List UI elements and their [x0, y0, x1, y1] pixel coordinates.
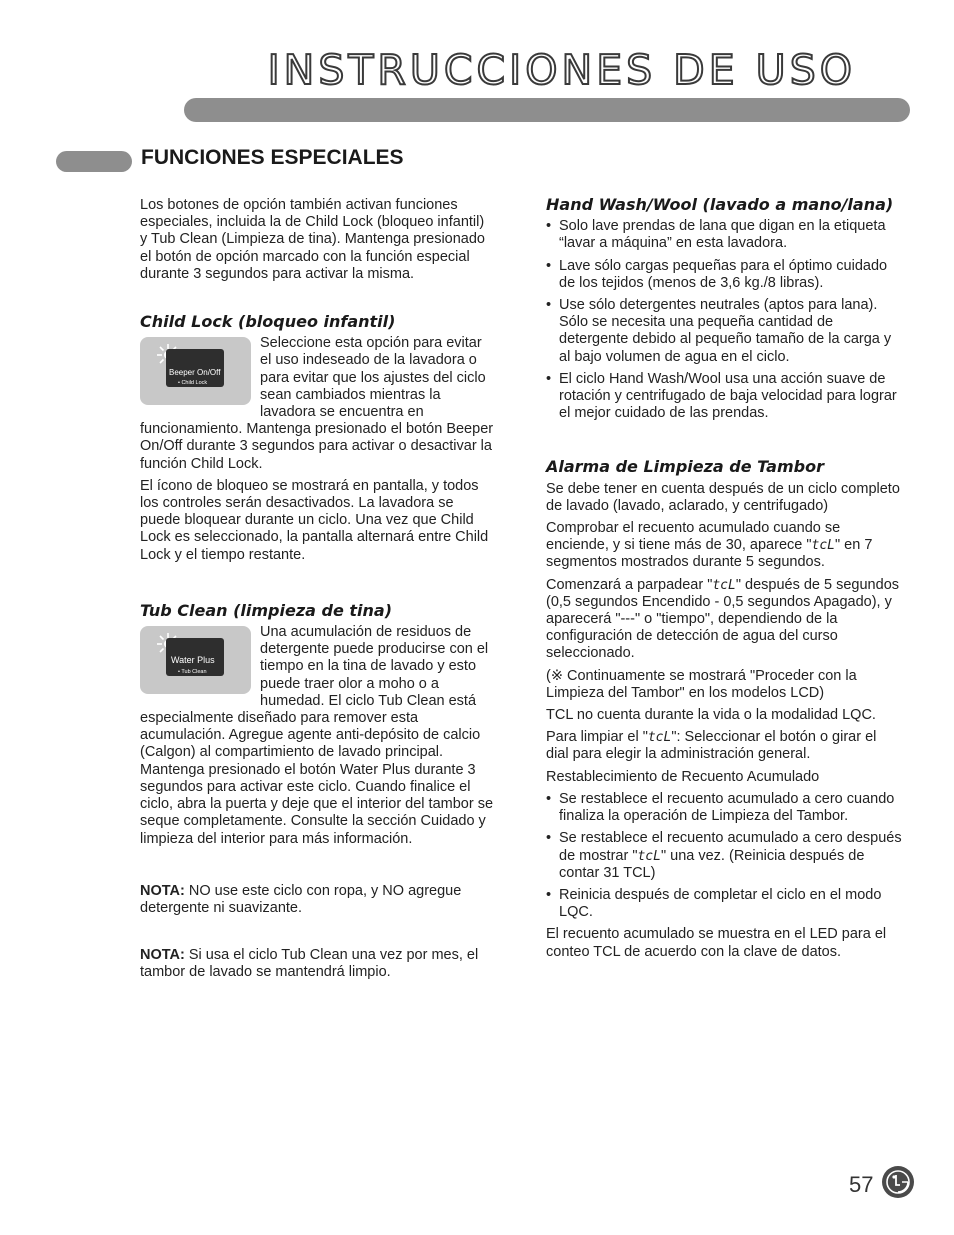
alarm-paragraph-7: Restablecimiento de Recuento Acumulado	[546, 768, 820, 785]
right-column	[546, 196, 902, 966]
tcl-display-code: tcL	[637, 848, 661, 864]
alarm-p2-start: Comprobar el recuento acumulado cuando se enciende, y si tiene más de 30, aparece "	[546, 520, 841, 554]
list-item: • Use sólo detergentes neutrales (aptos para lana). Sólo se necesita una pequeña cantidad de detergente debido al pequeño tamaño de la carga y al bajo volumen de agua en el ciclo.	[546, 297, 902, 366]
hand-wash-list	[546, 218, 902, 422]
beeper-label: Beeper On/Off	[169, 368, 221, 378]
note-2-label: NOTA:	[140, 947, 185, 964]
beeper-on-off-button-image	[166, 349, 224, 387]
lg-logo-icon	[882, 1166, 914, 1198]
note-1	[140, 883, 494, 917]
list-item: • Solo lave prendas de lana que digan en la etiqueta “lavar a máquina” en esta lavadora.	[546, 218, 902, 252]
alarm-paragraph-4: (※ Continuamente se mostrará "Proceder con la Limpieza del Tambor" en los modelos LCD)	[546, 667, 857, 701]
list-item: • Se restablece el recuento acumulado a cero cuando finaliza la operación de Limpieza del Tambor.	[546, 791, 902, 825]
tub-clean-heading: Tub Clean (limpieza de tina)	[140, 600, 393, 620]
child-lock-paragraph-2: El ícono de bloqueo se mostrará en pantalla, y todos los controles serán desactivados. La lavadora se puede bloquear durante un ciclo. Una vez que Child Lock es seleccionado, la pantalla alternará entre Child Lock y el tiempo restante.	[140, 477, 489, 563]
header-bar	[184, 98, 910, 122]
water-plus-panel-image	[140, 626, 251, 694]
list-item: • Lave sólo cargas pequeñas para el óptimo cuidado de los tejidos (menos de 3,6 kg./8 libras).	[546, 258, 902, 292]
child-lock-sublabel: • Child Lock	[178, 380, 208, 387]
child-lock-heading: Child Lock (bloqueo infantil)	[140, 312, 396, 332]
tub-clean-paragraph: Una acumulación de residuos de detergente puede producirse con el tiempo en la tina de lavado y esto puede traer olor a moho o a humedad. El ciclo Tub Clean está especialmente diseñado para remover esta acumulación. Agregue agente anti-depósito de calcio (Calgon) al compartimiento de lavado principal. Mantenga presionado el botón Water Plus durante 3 segundos para activar este ciclo. Cuando finalice el ciclo, abra la puerta y deje que el interior del tambor se seque completamente. Consulte la sección Cuidado y limpieza del interior para más información.	[140, 624, 494, 847]
tcl-display-code: tcL	[712, 577, 736, 593]
reset-list	[546, 791, 902, 921]
alarm-paragraph-2	[546, 520, 902, 572]
lg-logo-mark	[882, 1166, 914, 1198]
alarm-heading: Alarma de Limpieza de Tambor	[546, 457, 824, 477]
alarm-paragraph-5: TCL no cuenta durante la vida o la modalidad LQC.	[546, 707, 876, 724]
alarm-p6-end: ": Seleccionar el botón o girar el dial para elegir la administración general.	[546, 729, 877, 763]
alarm-p6-start: Para limpiar el "	[546, 729, 648, 746]
note-2-text: Si usa el ciclo Tub Clean una vez por mes, el tambor de lavado se mantendrá limpio.	[140, 947, 479, 981]
alarm-paragraph-1: Se debe tener en cuenta después de un ciclo completo de lavado (lavado, aclarado, y centrifugado)	[546, 480, 900, 514]
alarm-paragraph-3	[546, 577, 902, 663]
section-pill	[56, 151, 132, 172]
alarm-p2-end: " en 7 segmentos mostrados durante 5 segundos.	[546, 537, 873, 571]
alarm-p3-start: Comenzará a parpadear "	[546, 576, 713, 593]
alarm-paragraph-6	[546, 729, 902, 763]
water-plus-label: Water Plus	[171, 655, 215, 666]
note-1-text: NO use este ciclo con ropa, y NO agregue detergente ni suavizante.	[140, 882, 462, 916]
alarm-paragraph-8: El recuento acumulado se muestra en el LED para el conteo TCL de acuerdo con la clave de datos.	[546, 926, 887, 960]
tcl-display-code: tcL	[811, 538, 835, 554]
page-number: 57	[849, 1172, 874, 1197]
section-title: FUNCIONES ESPECIALES	[141, 146, 404, 169]
alarm-p3-end: " después de 5 segundos (0,5 segundos Encendido - 0,5 segundos Apagado), y aparecerá "---" o "tiempo", dependiendo de la configuración de detección de agua del curso seleccionado.	[546, 576, 900, 662]
tcl-display-code: tcL	[647, 730, 672, 746]
note-2	[140, 947, 494, 981]
beeper-panel-image	[140, 337, 251, 405]
intro-paragraph: Los botones de opción también activan funciones especiales, incluida la de Child Lock (bloqueo infantil) y Tub Clean (Limpieza de tina). Mantenga presionado el botón de opción marcado con la función especial durante 3 segundos para activar la misma.	[140, 197, 485, 282]
hand-wash-heading: Hand Wash/Wool (lavado a mano/lana)	[546, 195, 894, 214]
list-item: • Reinicia después de completar el ciclo en el modo LQC.	[546, 887, 902, 921]
water-plus-button-image	[166, 638, 224, 676]
list-item	[546, 830, 902, 882]
note-1-label: NOTA:	[140, 882, 185, 899]
left-column	[140, 197, 494, 987]
tub-clean-sublabel: • Tub Clean	[178, 669, 207, 676]
list-item: • El ciclo Hand Wash/Wool usa una acción suave de rotación y centrifugado de baja velocidad para lograr el mejor cuidado de las prendas.	[546, 371, 902, 423]
child-lock-paragraph-1: Seleccione esta opción para evitar el uso indeseado de la lavadora o para evitar que los ajustes del ciclo sean cambiados mientras la lavadora se encuentra en funcionamiento. Mantenga presionado el botón Beeper On/Off durante 3 segundos para activar o desactivar la función Child Lock.	[140, 335, 494, 472]
reset-b2-end: " una vez. (Reinicia después de contar 31 TCL)	[559, 847, 865, 881]
page-header-title: INSTRUCCIONES DE USO	[267, 46, 856, 94]
reset-b2-start: Se restablece el recuento acumulado a cero después de mostrar "	[559, 830, 902, 864]
